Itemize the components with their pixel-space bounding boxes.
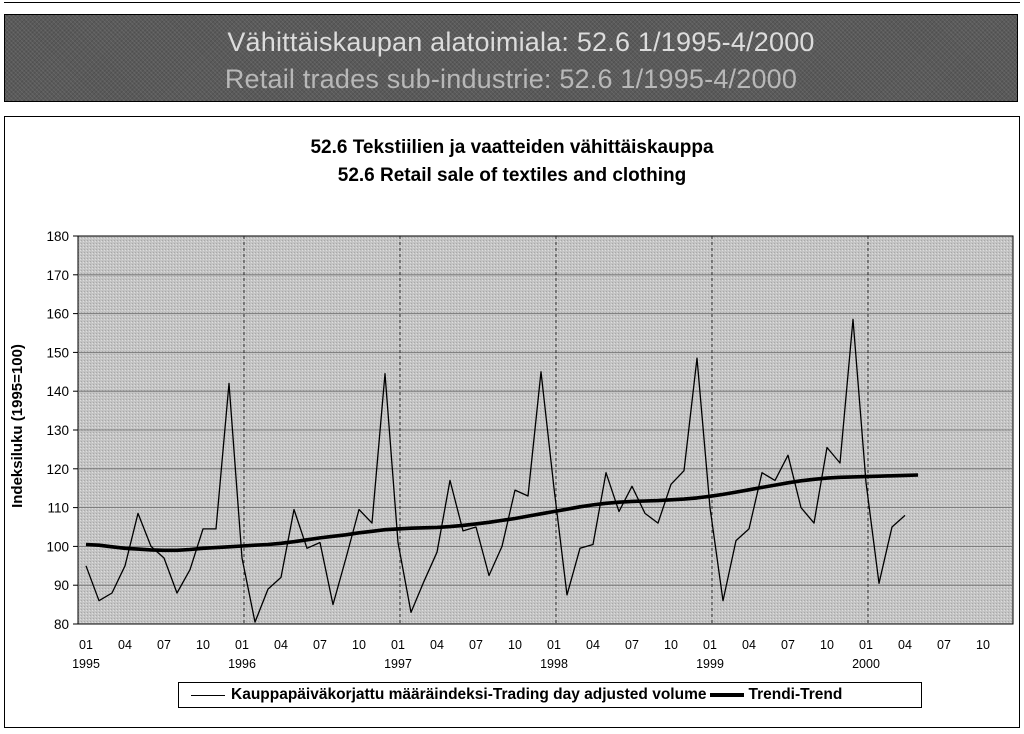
x-tick-label: 07 [625,638,639,652]
chart-subtitle: 52.6 Retail sale of textiles and clothing [337,165,687,186]
y-tick-label: 90 [53,578,69,594]
x-tick-label: 10 [820,638,834,652]
x-tick-label: 04 [118,638,132,652]
x-year-label: 1997 [384,657,412,671]
banner-title-finnish: Vähittäiskaupan alatoimiala: 52.6 1/1995-4/2000 [227,27,815,57]
y-tick-label: 180 [46,229,69,244]
x-axis [72,638,990,671]
chart-title: 52.6 Tekstiilien ja vaatteiden vähittäiskauppa [310,137,714,158]
x-year-label: 1999 [696,657,724,671]
y-tick-label: 80 [53,617,69,632]
y-tick-label: 130 [46,423,69,438]
x-tick-label: 04 [430,638,444,652]
y-axis [46,229,78,632]
legend-label-volume: Kauppapäiväkorjattu määräindeksi-Trading day adjusted volume [231,686,707,703]
x-tick-label: 04 [898,638,912,652]
x-tick-label: 04 [586,638,600,652]
legend-swatch-volume [191,695,225,696]
x-tick-label: 04 [274,638,288,652]
chart-legend [178,682,922,708]
x-tick-label: 01 [79,638,93,652]
y-tick-label: 120 [46,461,69,477]
x-tick-label: 07 [469,638,483,652]
x-year-label: 2000 [852,657,880,671]
y-tick-label: 160 [46,306,69,322]
x-tick-label: 10 [664,638,678,652]
x-tick-label: 01 [703,638,717,652]
y-tick-label: 170 [46,267,69,283]
x-year-label: 1998 [540,657,568,671]
x-tick-label: 01 [391,638,405,652]
x-tick-label: 01 [235,638,249,652]
x-year-label: 1996 [228,657,256,671]
x-tick-label: 07 [937,638,951,652]
x-tick-label: 04 [742,638,756,652]
y-tick-label: 100 [46,539,69,555]
x-tick-label: 10 [976,638,990,652]
y-tick-label: 110 [47,500,69,516]
legend-swatch-trend [710,693,744,697]
y-tick-label: 150 [46,345,69,361]
y-axis-label: Indeksiluku (1995=100) [9,344,26,508]
x-tick-label: 07 [313,638,327,652]
x-tick-label: 07 [157,638,171,652]
x-tick-label: 01 [859,638,873,652]
x-tick-label: 07 [781,638,795,652]
banner-title-english: Retail trades sub-industrie: 52.6 1/1995-4/2000 [224,64,798,94]
y-tick-label: 140 [46,384,69,400]
x-tick-label: 10 [196,638,210,652]
x-year-label: 1995 [72,657,100,671]
x-tick-label: 01 [547,638,561,652]
legend-label-trend: Trendi-Trend [748,686,843,703]
x-tick-label: 10 [352,638,366,652]
x-tick-label: 10 [508,638,522,652]
